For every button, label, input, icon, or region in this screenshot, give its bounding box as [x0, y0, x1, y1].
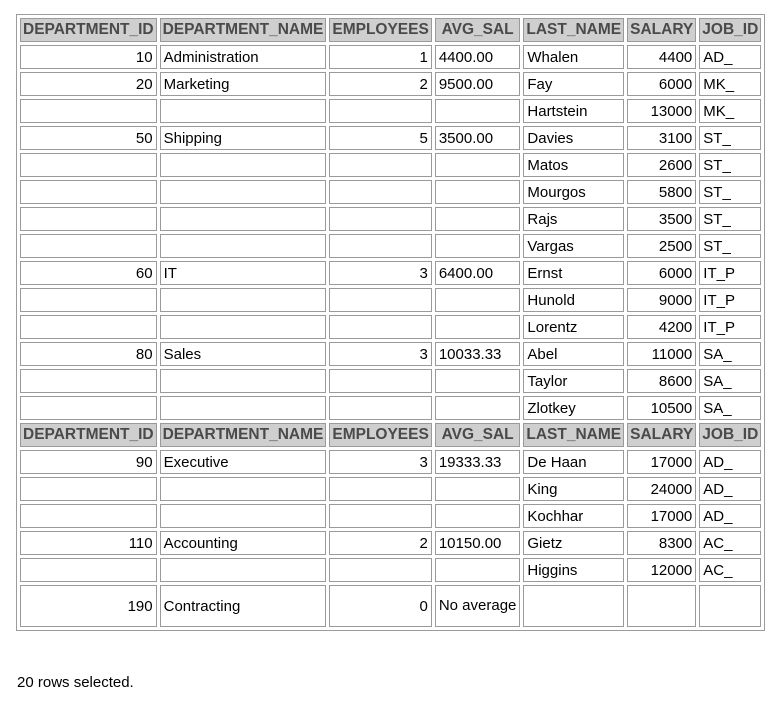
cell-salary: 5800	[627, 180, 696, 204]
table-row	[20, 99, 761, 123]
column-header-salary: SALARY	[627, 423, 696, 447]
cell-department-id: 90	[20, 450, 157, 474]
cell-last-name: Gietz	[523, 531, 624, 555]
cell-last-name: King	[523, 477, 624, 501]
table-row	[20, 126, 761, 150]
cell-employees	[329, 288, 431, 312]
cell-avg-sal	[435, 153, 521, 177]
cell-last-name: De Haan	[523, 450, 624, 474]
cell-employees	[329, 207, 431, 231]
cell-last-name: Zlotkey	[523, 396, 624, 420]
cell-salary: 6000	[627, 261, 696, 285]
cell-last-name: Mourgos	[523, 180, 624, 204]
cell-salary: 6000	[627, 72, 696, 96]
table-row	[20, 531, 761, 555]
cell-salary: 2600	[627, 153, 696, 177]
cell-department-id: 50	[20, 126, 157, 150]
column-header-job-id: JOB_ID	[699, 18, 761, 42]
results-grid-viewport[interactable]	[16, 14, 759, 650]
cell-avg-sal	[435, 396, 521, 420]
cell-job-id: AD_	[699, 450, 761, 474]
cell-department-id: 80	[20, 342, 157, 366]
cell-avg-sal	[435, 207, 521, 231]
cell-last-name: Kochhar	[523, 504, 624, 528]
rows-selected-status: 20 rows selected.	[17, 674, 134, 691]
table-row	[20, 261, 761, 285]
cell-department-id: 110	[20, 531, 157, 555]
cell-employees	[329, 504, 431, 528]
cell-department-name: Contracting	[160, 585, 327, 627]
cell-job-id: SA_	[699, 369, 761, 393]
column-header-department-name: DEPARTMENT_NAME	[160, 18, 327, 42]
cell-last-name: Davies	[523, 126, 624, 150]
cell-department-id	[20, 207, 157, 231]
cell-department-id	[20, 477, 157, 501]
cell-avg-sal	[435, 477, 521, 501]
table-row	[20, 504, 761, 528]
table-row	[20, 450, 761, 474]
cell-employees	[329, 315, 431, 339]
cell-job-id: SA_	[699, 396, 761, 420]
cell-salary: 12000	[627, 558, 696, 582]
column-header-department-name: DEPARTMENT_NAME	[160, 423, 327, 447]
cell-department-id	[20, 180, 157, 204]
table-row	[20, 477, 761, 501]
cell-avg-sal: No average	[435, 585, 521, 627]
cell-job-id: AC_	[699, 531, 761, 555]
cell-department-name	[160, 558, 327, 582]
cell-employees: 5	[329, 126, 431, 150]
cell-employees	[329, 477, 431, 501]
cell-avg-sal: 9500.00	[435, 72, 521, 96]
table-row	[20, 207, 761, 231]
cell-job-id: ST_	[699, 207, 761, 231]
cell-department-name	[160, 477, 327, 501]
cell-employees	[329, 153, 431, 177]
cell-salary: 4400	[627, 45, 696, 69]
table-row	[20, 369, 761, 393]
cell-last-name: Hartstein	[523, 99, 624, 123]
cell-department-name: Marketing	[160, 72, 327, 96]
cell-avg-sal: 4400.00	[435, 45, 521, 69]
cell-last-name: Rajs	[523, 207, 624, 231]
cell-last-name: Abel	[523, 342, 624, 366]
cell-salary: 8600	[627, 369, 696, 393]
cell-employees	[329, 99, 431, 123]
column-header-last-name: LAST_NAME	[523, 18, 624, 42]
cell-department-name	[160, 396, 327, 420]
table-row	[20, 234, 761, 258]
cell-employees: 0	[329, 585, 431, 627]
table-row	[20, 558, 761, 582]
cell-avg-sal: 6400.00	[435, 261, 521, 285]
cell-employees: 3	[329, 261, 431, 285]
cell-employees	[329, 180, 431, 204]
cell-department-id	[20, 234, 157, 258]
column-header-employees: EMPLOYEES	[329, 423, 431, 447]
cell-department-name: Administration	[160, 45, 327, 69]
table-row	[20, 342, 761, 366]
cell-avg-sal: 19333.33	[435, 450, 521, 474]
cell-department-id: 20	[20, 72, 157, 96]
cell-department-name: Sales	[160, 342, 327, 366]
cell-salary: 4200	[627, 315, 696, 339]
column-header-avg-sal: AVG_SAL	[435, 18, 521, 42]
cell-job-id: MK_	[699, 72, 761, 96]
cell-avg-sal	[435, 558, 521, 582]
cell-department-id	[20, 153, 157, 177]
cell-department-name: Shipping	[160, 126, 327, 150]
cell-job-id: SA_	[699, 342, 761, 366]
cell-department-id	[20, 288, 157, 312]
cell-employees: 2	[329, 531, 431, 555]
cell-last-name: Vargas	[523, 234, 624, 258]
cell-employees: 3	[329, 342, 431, 366]
cell-employees: 2	[329, 72, 431, 96]
cell-last-name: Ernst	[523, 261, 624, 285]
cell-avg-sal	[435, 315, 521, 339]
cell-department-name	[160, 288, 327, 312]
query-results-table	[16, 14, 765, 631]
cell-department-name	[160, 180, 327, 204]
cell-department-id	[20, 99, 157, 123]
cell-salary: 24000	[627, 477, 696, 501]
cell-job-id: AC_	[699, 558, 761, 582]
cell-salary: 3500	[627, 207, 696, 231]
cell-last-name: Taylor	[523, 369, 624, 393]
table-row	[20, 315, 761, 339]
cell-last-name: Matos	[523, 153, 624, 177]
cell-job-id: ST_	[699, 153, 761, 177]
cell-employees	[329, 396, 431, 420]
cell-employees	[329, 234, 431, 258]
cell-job-id: IT_P	[699, 288, 761, 312]
cell-employees	[329, 558, 431, 582]
table-row	[20, 585, 761, 627]
cell-job-id: ST_	[699, 234, 761, 258]
cell-employees: 3	[329, 450, 431, 474]
cell-job-id: ST_	[699, 126, 761, 150]
cell-salary: 2500	[627, 234, 696, 258]
cell-avg-sal: 10033.33	[435, 342, 521, 366]
cell-department-name	[160, 207, 327, 231]
column-header-avg-sal: AVG_SAL	[435, 423, 521, 447]
cell-salary: 13000	[627, 99, 696, 123]
column-header-last-name: LAST_NAME	[523, 423, 624, 447]
cell-department-name	[160, 153, 327, 177]
cell-salary: 17000	[627, 450, 696, 474]
cell-job-id	[699, 585, 761, 627]
cell-department-name	[160, 369, 327, 393]
cell-department-name: IT	[160, 261, 327, 285]
cell-department-id: 60	[20, 261, 157, 285]
cell-job-id: AD_	[699, 504, 761, 528]
cell-department-id	[20, 369, 157, 393]
cell-avg-sal	[435, 180, 521, 204]
cell-last-name: Lorentz	[523, 315, 624, 339]
cell-department-name: Accounting	[160, 531, 327, 555]
cell-last-name: Whalen	[523, 45, 624, 69]
column-header-employees: EMPLOYEES	[329, 18, 431, 42]
cell-department-id	[20, 396, 157, 420]
cell-department-name	[160, 99, 327, 123]
table-row	[20, 153, 761, 177]
cell-department-id: 10	[20, 45, 157, 69]
column-header-department-id: DEPARTMENT_ID	[20, 423, 157, 447]
cell-employees: 1	[329, 45, 431, 69]
cell-last-name: Higgins	[523, 558, 624, 582]
cell-last-name: Hunold	[523, 288, 624, 312]
cell-avg-sal: 3500.00	[435, 126, 521, 150]
table-row	[20, 396, 761, 420]
column-header-job-id: JOB_ID	[699, 423, 761, 447]
cell-job-id: AD_	[699, 477, 761, 501]
cell-avg-sal	[435, 234, 521, 258]
column-header-salary: SALARY	[627, 18, 696, 42]
cell-employees	[329, 369, 431, 393]
cell-department-name	[160, 234, 327, 258]
cell-department-id	[20, 315, 157, 339]
header-row	[20, 18, 761, 42]
header-row	[20, 423, 761, 447]
cell-salary: 3100	[627, 126, 696, 150]
cell-salary: 11000	[627, 342, 696, 366]
table-row	[20, 45, 761, 69]
cell-department-name	[160, 504, 327, 528]
cell-department-name: Executive	[160, 450, 327, 474]
cell-salary: 8300	[627, 531, 696, 555]
table-row	[20, 180, 761, 204]
column-header-department-id: DEPARTMENT_ID	[20, 18, 157, 42]
cell-job-id: ST_	[699, 180, 761, 204]
cell-department-name	[160, 315, 327, 339]
cell-department-id	[20, 504, 157, 528]
cell-department-id: 190	[20, 585, 157, 627]
cell-job-id: MK_	[699, 99, 761, 123]
table-row	[20, 288, 761, 312]
cell-avg-sal: 10150.00	[435, 531, 521, 555]
cell-avg-sal	[435, 99, 521, 123]
cell-department-id	[20, 558, 157, 582]
cell-job-id: IT_P	[699, 261, 761, 285]
cell-salary: 10500	[627, 396, 696, 420]
cell-avg-sal	[435, 288, 521, 312]
cell-avg-sal	[435, 504, 521, 528]
cell-job-id: AD_	[699, 45, 761, 69]
cell-salary	[627, 585, 696, 627]
cell-job-id: IT_P	[699, 315, 761, 339]
cell-last-name: Fay	[523, 72, 624, 96]
cell-salary: 17000	[627, 504, 696, 528]
cell-salary: 9000	[627, 288, 696, 312]
cell-avg-sal	[435, 369, 521, 393]
cell-last-name	[523, 585, 624, 627]
table-row	[20, 72, 761, 96]
